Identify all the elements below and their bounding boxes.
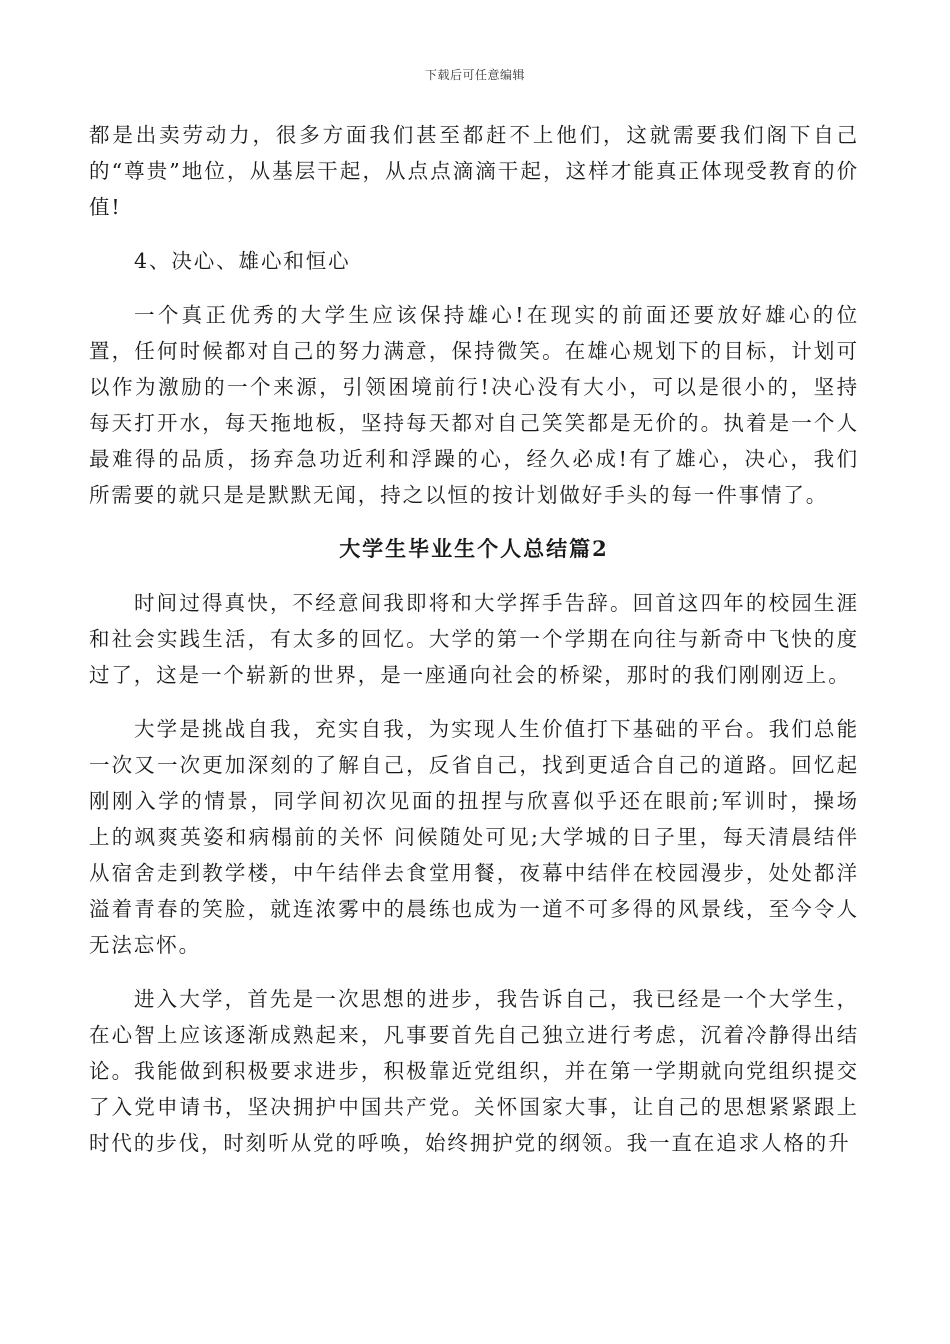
document-body [89,117,859,1161]
paragraph-gap [89,225,859,243]
section-subheading: 4、决心、雄心和恒心 [134,249,351,273]
paragraph: 一个真正优秀的大学生应该保持雄心!在现实的前面还要放好雄心的位置，任何时候都对自己的努力满意，保持微笑。在雄心规划下的目标，计划可以作为激励的一个来源，引领困境前行!决心没有大小，可以是很小的，坚持每天打开水，每天拖地板，坚持每天都对自己笑笑都是无价的。执着是一个人最难得的品质，扬弃急功近利和浮躁的心，经久必成!有了雄心，决心，我们所需要的就只是是默默无闻，持之以恒的按计划做好手头的每一件事情了。 [89,303,859,507]
paragraph-gap [89,693,859,711]
paragraph-gap [89,567,859,585]
paragraph-gap [89,513,859,531]
paragraph-gap [89,279,859,297]
paragraph: 时间过得真快，不经意间我即将和大学挥手告辞。回首这四年的校园生涯和社会实践生活，有太多的回忆。大学的第一个学期在向往与新奇中飞快的度过了，这是一个崭新的世界，是一座通向社会的桥梁，那时的我们刚刚迈上。 [89,591,859,687]
page-header-note: 下载后可任意编辑 [424,68,525,82]
paragraph-continuation: 都是出卖劳动力，很多方面我们甚至都赶不上他们，这就需要我们阁下自己的“尊贵”地位，从基层干起，从点点滴滴干起，这样才能真正体现受教育的价值! [89,123,859,219]
paragraph-gap [89,963,859,981]
paragraph: 大学是挑战自我，充实自我，为实现人生价值打下基础的平台。我们总能一次又一次更加深刻的了解自己，反省自己，找到更适合自己的道路。回忆起刚刚入学的情景，同学间初次见面的扭捏与欣喜似乎还在眼前;军训时，操场上的飒爽英姿和病榻前的关怀 问候随处可见;大学城的日子里，每天清晨结伴从宿舍走到教学楼，中午结伴去食堂用餐，夜幕中结伴在校园漫步，处处都洋溢着青春的笑脸，就连浓雾中的晨练也成为一道不可多得的风景线，至今令人无法忘怀。 [89,717,859,957]
article-heading: 大学生毕业生个人总结篇2 [339,536,609,561]
paragraph: 进入大学，首先是一次思想的进步，我告诉自己，我已经是一个大学生，在心智上应该逐渐成熟起来，凡事要首先自己独立进行考虑，沉着冷静得出结论。我能做到积极要求进步，积极靠近党组织，并在第一学期就向党组织提交了入党申请书，坚决拥护中国共产党。关怀国家大事，让自己的思想紧紧跟上时代的步伐，时刻听从党的呼唤，始终拥护党的纲领。我一直在追求人格的升 [89,987,859,1155]
